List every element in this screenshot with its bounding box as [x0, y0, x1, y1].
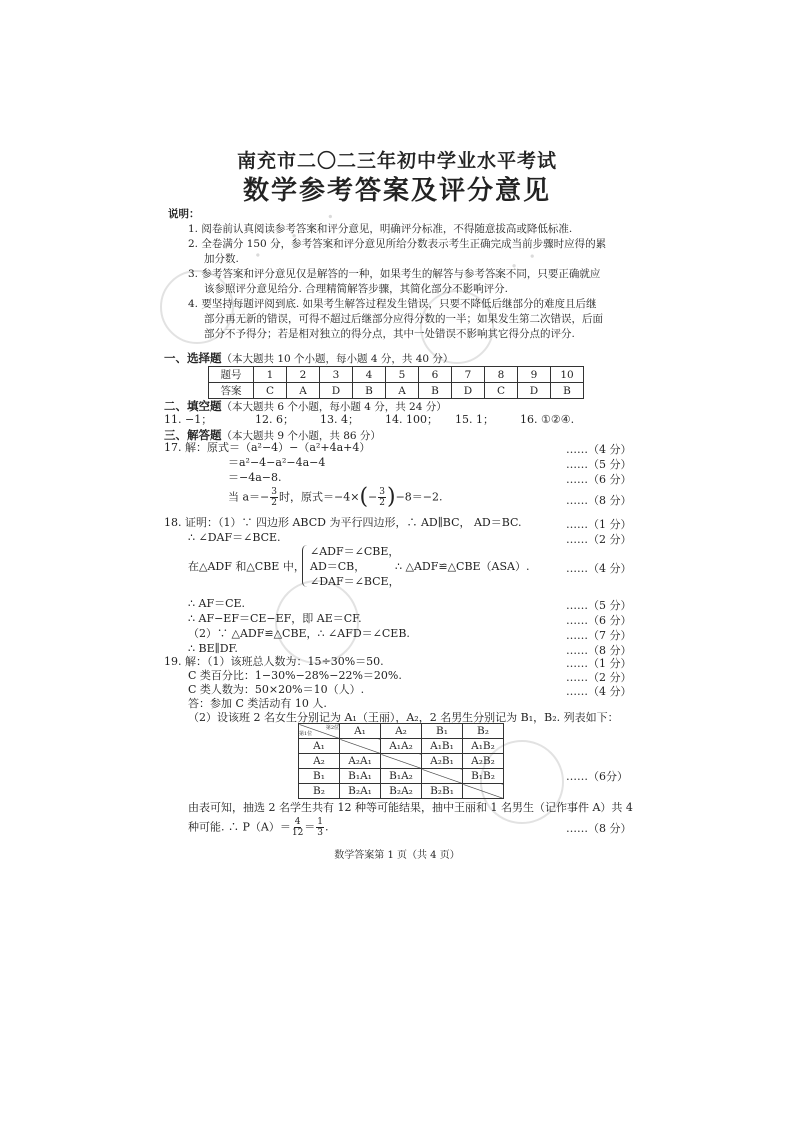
score-mark: ……（5 分）	[566, 458, 632, 471]
q18-condition: AD＝CB，	[310, 560, 366, 573]
table-row	[209, 383, 584, 399]
score-mark: ……（4 分）	[566, 685, 632, 698]
score-mark: ……（8 分）	[566, 644, 632, 657]
table-cell: 2	[287, 367, 320, 383]
score-mark: ……（6 分）	[566, 473, 632, 486]
note-line: 该参照评分意见给分. 合理精简解答步骤，其简化部分不影响评分.	[204, 283, 509, 295]
note-line: 1. 阅卷前认真阅读参考答案和评分意见，明确评分标准，不得随意拔高或降低标准.	[188, 223, 573, 235]
note-line: 部分不予得分；若是相对独立的得分点，其中一处错误不影响其它得分点的评分.	[204, 328, 575, 340]
fill-answer: 14. 100；	[385, 413, 438, 426]
table-cell: 4	[353, 367, 386, 383]
score-mark: ……（1 分）	[566, 518, 632, 531]
table-cell: 9	[518, 367, 551, 383]
table-cell: A₁A₂	[381, 739, 422, 754]
table-cell: D	[518, 383, 551, 399]
notes-heading: 说明：	[168, 208, 200, 220]
q17-line: ＝−4a−8.	[228, 471, 282, 484]
table-row	[299, 784, 504, 799]
q19-line: 19. 解：（1）该班总人数为：15÷30%＝50.	[164, 655, 384, 668]
fill-answer: 16. ①②④.	[520, 413, 575, 426]
table-cell: B₁A₁	[340, 769, 381, 784]
score-mark: ……（2 分）	[566, 533, 632, 546]
table-header-cell: B₁	[422, 724, 463, 739]
note-line: 3. 参考答案和评分意见仅是解答的一种，如果考生的解答与参考答案不同，只要正确就应	[188, 268, 601, 280]
table-header-cell: A₂	[381, 724, 422, 739]
q18-line: ∴ AF＝CE.	[188, 597, 246, 610]
table-cell: C	[254, 383, 287, 399]
table-cell: 题号	[209, 367, 254, 383]
watermark-text: · · · · ·	[470, 234, 562, 297]
section-heading: 一、选择题（本大题共 10 个小题，每小题 4 分，共 40 分）	[164, 351, 454, 365]
q19-line: 由表可知，抽选 2 名学生共有 12 种等可能结果，抽中王丽和 1 名男生（记作事件 A）共 4	[188, 801, 633, 814]
table-cell: B₁A₂	[381, 769, 422, 784]
q18-line: ∴ ∠DAF＝∠BCE.	[188, 531, 281, 544]
table-cell: 3	[320, 367, 353, 383]
table-row	[299, 724, 504, 739]
page-footer: 数学答案第 1 页（共 4 页）	[334, 850, 460, 861]
answer-title: 数学参考答案及评分意见	[242, 176, 551, 206]
score-mark: ……（6 分）	[566, 614, 632, 627]
table-cell: B₁B₂	[463, 769, 504, 784]
fraction: $\frac{3}{2}$	[271, 487, 278, 508]
watermark-text: · · · · ·	[250, 204, 342, 267]
table-header-cell: A₁	[340, 724, 381, 739]
table-cell: A₁	[299, 739, 340, 754]
table-cell: A	[287, 383, 320, 399]
fill-answer: 12. 6；	[255, 413, 294, 426]
score-mark: ……（4 分）	[566, 562, 632, 575]
fill-answer: 15. 1；	[455, 413, 494, 426]
fraction: $\frac{3}{2}$	[379, 487, 385, 508]
table-corner-cell	[299, 724, 340, 739]
table-cell: B	[419, 383, 452, 399]
q17-line: 当 a＝− $\frac{3}{2}$ 时，原式＝−4×(− $\frac{3}{2}$ )−8＝−2.	[228, 484, 443, 510]
table-cell: D	[452, 383, 485, 399]
table-cell: A₁B₂	[463, 739, 504, 754]
q19-line: 答：参加 C 类活动有 10 人.	[188, 697, 327, 710]
q18-line: 18. 证明：（1）∵ 四边形 ABCD 为平行四边形，∴ AD∥BC， AD＝BC.	[164, 516, 522, 529]
table-cell: 答案	[209, 383, 254, 399]
table-header-cell: B₂	[463, 724, 504, 739]
table-cell: 10	[551, 367, 584, 383]
table-cell: 7	[452, 367, 485, 383]
score-mark: ……（5 分）	[566, 599, 632, 612]
table-row	[299, 754, 504, 769]
table-cell: B₂B₁	[422, 784, 463, 799]
q19-line: （2）设该班 2 名女生分别记为 A₁（王丽），A₂，2 名男生分别记为 B₁，B₂. 列表如下：	[188, 711, 619, 724]
table-cell	[422, 769, 463, 784]
q17-line: ＝a²−4−a²−4a−4	[228, 456, 326, 469]
table-cell: 1	[254, 367, 287, 383]
note-line: 2. 全卷满分 150 分，参考答案和评分意见所给分数表示考生正确完成当前步骤时应得的累	[188, 238, 607, 250]
q18-line: 在△ADF 和△CBE 中，	[188, 560, 305, 573]
q18-condition: ∠ADF＝∠CBE，	[310, 545, 400, 558]
q18-line: （2）∵ △ADF≌△CBE，∴ ∠AFD＝∠CEB.	[188, 627, 410, 640]
table-cell: B₁	[299, 769, 340, 784]
q19-line: C 类百分比：1−30%−28%−22%＝20%.	[188, 669, 402, 682]
score-mark: ……（8 分）	[566, 494, 632, 507]
fraction: $\frac{1}{3}$	[317, 817, 324, 838]
q17-line: 17. 解：原式＝（a²−4）−（a²+4a+4）	[164, 441, 371, 454]
table-cell	[340, 739, 381, 754]
table-row	[299, 739, 504, 754]
exam-title: 南充市二〇二三年初中学业水平考试	[236, 150, 557, 172]
score-mark: ……（6分）	[566, 770, 628, 783]
section-heading: 二、填空题（本大题共 6 个小题，每小题 4 分，共 24 分）	[164, 399, 447, 413]
note-line: 加分数.	[204, 253, 239, 265]
table-cell: B	[353, 383, 386, 399]
table-cell: A₂B₁	[422, 754, 463, 769]
fill-answer: 13. 4；	[320, 413, 359, 426]
table-cell: A₂	[299, 754, 340, 769]
note-line: 部分再无新的错误，可得不超过后继部分应得分数的一半；如果发生第二次错误，后面	[204, 313, 603, 325]
table-cell: 5	[386, 367, 419, 383]
score-mark: ……（7 分）	[566, 629, 632, 642]
table-row	[299, 769, 504, 784]
table-cell: 6	[419, 367, 452, 383]
table-cell: A	[386, 383, 419, 399]
table-cell: A₂A₁	[340, 754, 381, 769]
brace-icon	[302, 545, 307, 587]
table-cell	[381, 754, 422, 769]
table-cell: B₂	[299, 784, 340, 799]
score-mark: ……（1 分）	[566, 657, 632, 670]
q18-line: ∴ AF−EF＝CE−EF，即 AE＝CF.	[188, 612, 362, 625]
table-cell: D	[320, 383, 353, 399]
table-cell: 8	[485, 367, 518, 383]
table-row	[209, 367, 584, 383]
q19-line: 种可能. ∴ P（A）＝ $\frac{4}{12}$ ＝ $\frac{1}{3}$ .	[188, 817, 329, 838]
fill-answer: 11. −1；	[164, 413, 213, 426]
table-cell: A₂B₂	[463, 754, 504, 769]
table-cell: A₁B₁	[422, 739, 463, 754]
fraction: $\frac{4}{12}$	[291, 817, 304, 838]
q18-line: ∴ △ADF≌△CBE（ASA）.	[395, 560, 530, 573]
q18-condition: ∠DAF＝∠BCE，	[310, 575, 400, 588]
q18-line: ∴ BE∥DF.	[188, 642, 238, 655]
note-line: 4. 要坚持每题评阅到底. 如果考生解答过程发生错误，只要不降低后继部分的难度且后继	[188, 298, 597, 310]
table-cell: C	[485, 383, 518, 399]
corner-label: 第1位	[299, 731, 313, 737]
table-cell: B₂A₁	[340, 784, 381, 799]
table-cell: B	[551, 383, 584, 399]
corner-label: 第2位	[325, 725, 339, 731]
table-cell	[463, 784, 504, 799]
q19-line: C 类人数为：50×20%＝10（人）.	[188, 683, 365, 696]
table-cell: B₂A₂	[381, 784, 422, 799]
choice-answer-table	[208, 366, 584, 399]
section-heading: 三、解答题（本大题共 9 个小题，共 86 分）	[164, 428, 381, 442]
outcome-table	[298, 723, 504, 799]
score-mark: ……（4 分）	[566, 443, 632, 456]
score-mark: ……（8 分）	[566, 822, 632, 835]
score-mark: ……（2 分）	[566, 671, 632, 684]
